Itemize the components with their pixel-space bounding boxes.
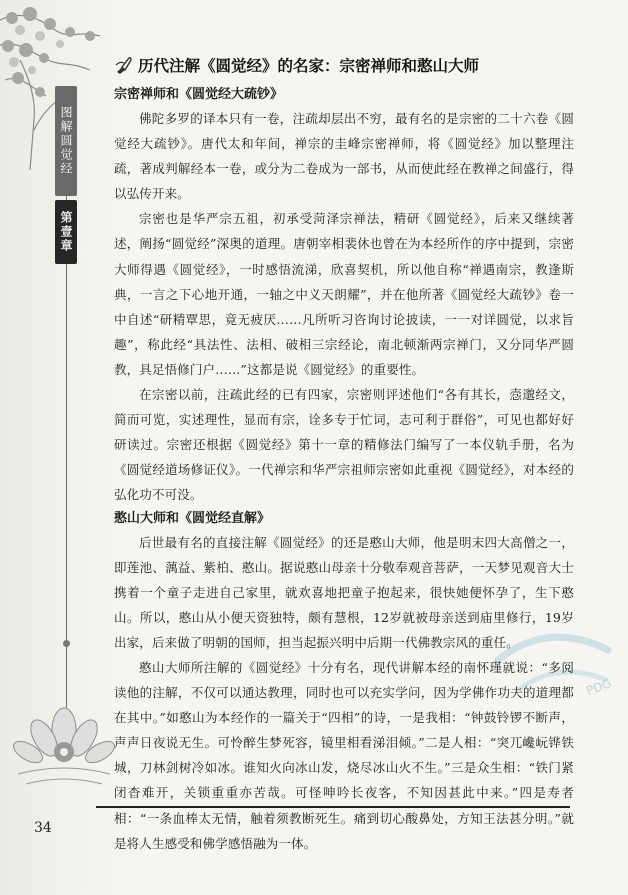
paragraph: 在宗密以前，注疏此经的已有四家，宗密则评述他们“各有其长，悫邈经文，简而可览，实述理性，显而有宗，诠多专于忙词，志可利于群俗”，可见也都好好研读过。宗密还根据《圆觉经》第十一章的精修法门编写了一本仪轨手册，名为《圆觉经道场修证仪》。一代禅宗和华严宗祖师宗密如此重视《圆觉经》，对本经的弘化功不可没。	[114, 387, 574, 503]
paragraph: 后世最有名的直接注解《圆觉经》的还是憨山大师，他是明末四大高僧之一，即莲池、蕅益、紫柏、憨山。据说憨山母亲十分敬奉观音菩萨，一天梦见观音大士携着一个童子走进自己家里，就欢喜地把童子抱起来，很快她便怀孕了，生下憨山。所以，憨山从小便天资独特，颇有慧根，12岁就被母亲送到庙里修行，19岁出家，后来做了明朝的国师，担当起振兴明中后期一代佛教宗风的重任。	[114, 534, 574, 650]
margin-bead	[63, 640, 70, 647]
paragraph: 宗密也是华严宗五祖，初承受菏泽宗禅法，精研《圆觉经》，后来又继续著述，阐扬“圆觉经”深奥的道理。唐朝宰相裴休也曾在为本经所作的序中提到，宗密大师得遇《圆觉经》，一时感悟流涕，欣喜契机，所以他自称“禅遇南宗，教逢斯典，一言之下心地开通，一轴之中义天朗耀”，并在他所著《圆觉经大疏钞》卷一中自述“研精覃思，竟无疲厌……凡所听习咨询讨论披读，一一对详圆觉，以求旨趣”，称此经“具法性、法相、破相三宗经论，南北顿渐两宗禅门，又分同华严圆教，具足悟修门户……”这都是说《圆觉经》的重要性。	[114, 211, 574, 377]
watermark-text: PDG	[584, 676, 614, 698]
section-heading-zongmi: 宗密禅师和《圆觉经大疏钞》	[114, 87, 284, 102]
paragraph: 佛陀多罗的译本只有一卷，注疏却层出不穷，最有名的是宗密的二十六卷《圆觉经大疏钞》。唐代太和年间，禅宗的圭峰宗密禅师，将《圆觉经》加以整理注疏，著成判解经本一卷，或分为二卷成为一部书，从而使此经在教禅之间盛行，得以弘传开来。	[114, 111, 574, 202]
chapter-tab: 第壹章	[55, 200, 77, 264]
section-heading-hanshan: 憨山大师和《圆觉经直解》	[114, 510, 271, 526]
footer-rule	[96, 806, 570, 808]
article-body	[114, 84, 574, 856]
lotus-illustration	[8, 690, 118, 800]
page-title	[114, 54, 584, 76]
page-title-text: 历代注解《圆觉经》的名家：宗密禅师和憨山大师	[138, 57, 480, 75]
paragraph: 憨山大师所注解的《圆觉经》十分有名，现代讲解本经的南怀瑾就说：“多阅读他的注解，不仅可以通达教理，同时也可以充实学问，因为学佛作功夫的道理都在其中。”如憨山为本经作的一篇关于“四相”的诗，一是我相：“钟鼓铃锣不断声，声声日夜说无生。可怜醉生梦死容，镜里相看涕泪倾。”二是人相：“突兀巉岏铧铁城，刀林剑树冷如冰。谁知火向冰山发，烧尽冰山火不生。”三是众生相：“铁门紧闭杳难开，关锁重重亦苦哉。可怪呻吟长夜客，不知因甚此中来。”四是寿者相：“一条血棒太无情，触着须教断死生。痛到切心酸鼻处，方知王法甚分明。”就是将人生感受和佛学感悟融为一体。	[114, 659, 574, 851]
brush-hand-icon	[114, 55, 134, 75]
series-tab: 图解圆觉经	[55, 86, 77, 196]
page-number: 34	[34, 820, 52, 836]
